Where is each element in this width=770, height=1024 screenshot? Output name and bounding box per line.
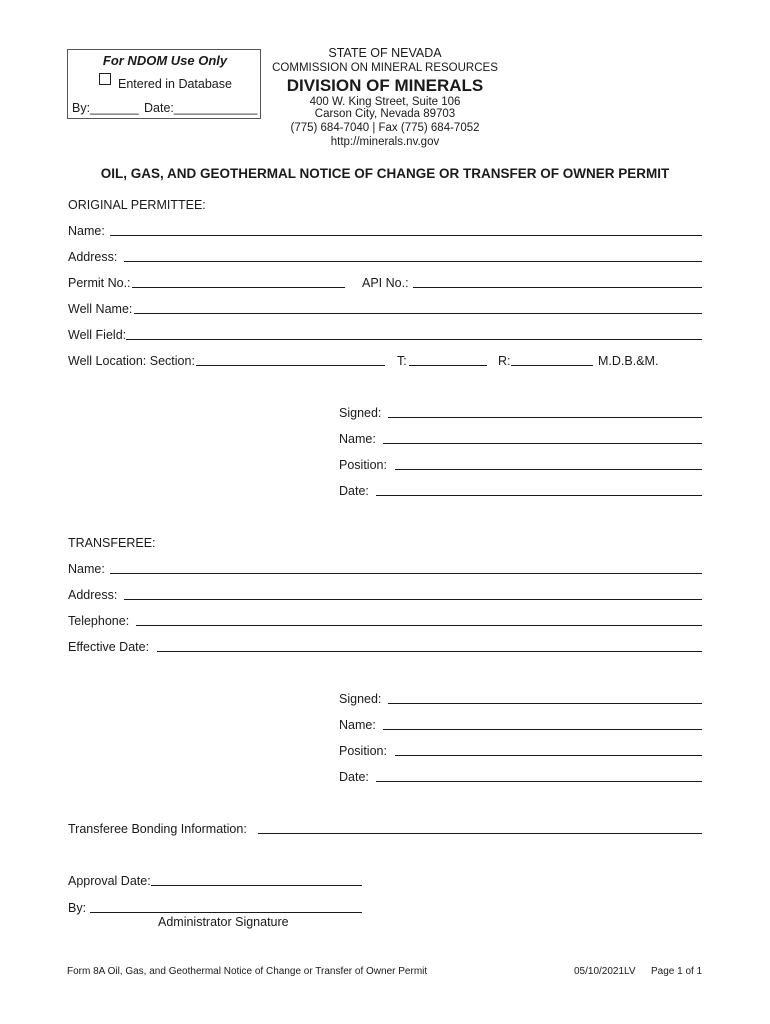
phone-fax: (775) 684-7040 | Fax (775) 684-7052 <box>290 122 480 134</box>
website-link[interactable]: http://minerals.nv.gov <box>330 136 440 148</box>
original-address-field[interactable] <box>124 261 702 262</box>
entered-in-database-label: Entered in Database <box>118 77 232 91</box>
township-field[interactable] <box>409 365 487 366</box>
api-no-label: API No.: <box>362 276 409 290</box>
range-label: R: <box>498 354 511 368</box>
original-date-field[interactable] <box>376 495 702 496</box>
range-field[interactable] <box>511 365 593 366</box>
transferee-sig-name-label: Name: <box>339 718 376 732</box>
transferee-signed-field[interactable] <box>388 703 702 704</box>
original-name-label: Name: <box>68 224 105 238</box>
original-address-label: Address: <box>68 250 118 264</box>
original-sig-name-label: Name: <box>339 432 376 446</box>
original-signed-label: Signed: <box>339 406 382 420</box>
entered-in-database-checkbox[interactable] <box>99 73 111 85</box>
transferee-date-field[interactable] <box>376 781 702 782</box>
transferee-name-label: Name: <box>68 562 105 576</box>
original-sig-name-field[interactable] <box>383 443 702 444</box>
permit-no-label: Permit No.: <box>68 276 131 290</box>
township-label: T: <box>397 354 407 368</box>
ndom-title: For NDOM Use Only <box>102 53 228 68</box>
administrator-signature-label: Administrator Signature <box>158 915 289 929</box>
transferee-position-label: Position: <box>339 744 387 758</box>
approval-date-field[interactable] <box>151 885 362 886</box>
state-heading: STATE OF NEVADA <box>328 46 442 60</box>
ndom-use-box <box>67 49 261 119</box>
commission-heading: COMMISSION ON MINERAL RESOURCES <box>272 62 498 74</box>
transferee-signed-label: Signed: <box>339 692 382 706</box>
ndom-by-field[interactable]: By:_______ <box>72 101 139 115</box>
transferee-telephone-label: Telephone: <box>68 614 130 628</box>
footer-page-number: Page 1 of 1 <box>651 966 703 977</box>
well-location-section-field[interactable] <box>196 365 385 366</box>
division-heading: DIVISION OF MINERALS <box>286 76 484 95</box>
original-signed-field[interactable] <box>388 417 702 418</box>
well-field-label: Well Field: <box>68 328 127 342</box>
transferee-date-label: Date: <box>339 770 369 784</box>
well-name-field[interactable] <box>134 313 702 314</box>
well-location-section-label: Well Location: Section: <box>68 354 195 368</box>
bonding-info-label: Transferee Bonding Information: <box>68 822 247 836</box>
original-date-label: Date: <box>339 484 369 498</box>
api-no-field[interactable] <box>413 287 702 288</box>
original-name-field[interactable] <box>110 235 702 236</box>
original-position-label: Position: <box>339 458 387 472</box>
effective-date-label: Effective Date: <box>68 640 150 654</box>
transferee-address-field[interactable] <box>124 599 702 600</box>
footer-form-name: Form 8A Oil, Gas, and Geothermal Notice of Change or Transfer of Owner Permit <box>67 966 428 977</box>
original-permittee-heading: ORIGINAL PERMITTEE: <box>68 198 206 212</box>
approval-by-label: By: <box>68 901 87 915</box>
transferee-telephone-field[interactable] <box>136 625 702 626</box>
transferee-position-field[interactable] <box>395 755 702 756</box>
transferee-heading: TRANSFEREE: <box>68 536 156 550</box>
meridian-label: M.D.B.&M. <box>598 354 659 368</box>
effective-date-field[interactable] <box>157 651 702 652</box>
well-name-label: Well Name: <box>68 302 133 316</box>
well-field-field[interactable] <box>126 339 702 340</box>
transferee-name-field[interactable] <box>110 573 702 574</box>
bonding-info-field[interactable] <box>258 833 702 834</box>
transferee-sig-name-field[interactable] <box>383 729 702 730</box>
transferee-address-label: Address: <box>68 588 118 602</box>
form-title: OIL, GAS, AND GEOTHERMAL NOTICE OF CHANGE OR TRANSFER OF OWNER PERMIT <box>100 166 670 181</box>
address-line-1: 400 W. King Street, Suite 106 <box>309 96 461 108</box>
approval-by-field[interactable] <box>90 912 362 913</box>
address-line-2: Carson City, Nevada 89703 <box>314 108 456 120</box>
original-position-field[interactable] <box>395 469 702 470</box>
footer-revision-date: 05/10/2021LV <box>574 966 636 977</box>
ndom-date-field[interactable]: Date:____________ <box>144 101 258 115</box>
approval-date-label: Approval Date: <box>68 874 151 888</box>
permit-no-field[interactable] <box>132 287 345 288</box>
